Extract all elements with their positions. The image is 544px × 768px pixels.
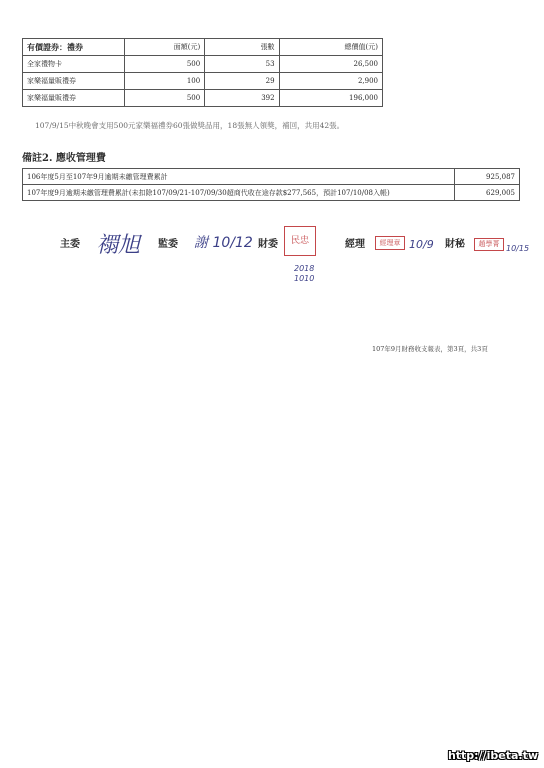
manager-date: 10/9 bbox=[409, 238, 434, 251]
manager-label: 經理 bbox=[345, 239, 365, 250]
manager-stamp: 經理章 bbox=[375, 236, 405, 250]
watermark: http://ibeta.tw bbox=[447, 749, 538, 762]
table-cell: 26,500 bbox=[279, 56, 382, 73]
supervisor-signature: 謝 10/12 bbox=[194, 235, 253, 251]
table-cell: 107年度9月逾期未繳管理費累計(未扣除107/09/21-107/09/30超商代收在途存款$277,565，預計107/10/08入帳) bbox=[23, 185, 455, 201]
table-row bbox=[23, 169, 520, 185]
table-row bbox=[23, 185, 520, 201]
table-cell: 500 bbox=[124, 90, 204, 107]
header-cell: 張數 bbox=[205, 39, 279, 56]
receivable-table bbox=[22, 168, 520, 201]
table-row bbox=[23, 73, 383, 90]
table-row bbox=[23, 90, 383, 107]
table-cell: 500 bbox=[124, 56, 204, 73]
secretary-date: 10/15 bbox=[506, 244, 530, 253]
table-cell: 家樂福量販禮券 bbox=[23, 73, 125, 90]
securities-table bbox=[22, 38, 383, 107]
remark-title: 備註2. 應收管理費 bbox=[22, 153, 106, 164]
header-cell: 有價證券：禮券 bbox=[23, 39, 125, 56]
treasurer-date: 2018 1010 bbox=[294, 264, 315, 283]
table-cell: 家樂福量販禮券 bbox=[23, 90, 125, 107]
usage-note: 107/9/15中秋晚會支用500元家樂福禮券60張做獎品用，18張無人領獎，補回，共用42張。 bbox=[35, 121, 345, 130]
table-row bbox=[23, 56, 383, 73]
treasurer-label: 財委 bbox=[258, 239, 278, 250]
table-cell: 106年度5月至107年9月逾期未繳管理費累計 bbox=[23, 169, 455, 185]
supervisor-label: 監委 bbox=[158, 239, 178, 250]
table-cell: 196,000 bbox=[279, 90, 382, 107]
table-cell: 全家禮物卡 bbox=[23, 56, 125, 73]
table-cell: 100 bbox=[124, 73, 204, 90]
secretary-label: 財秘 bbox=[445, 239, 465, 250]
chair-signature: 禤旭 bbox=[96, 233, 141, 258]
treasurer-stamp: 民忠 bbox=[284, 226, 316, 256]
header-cell: 面額(元) bbox=[124, 39, 204, 56]
table-cell: 925,087 bbox=[455, 169, 520, 185]
table-cell: 29 bbox=[205, 73, 279, 90]
table-cell: 392 bbox=[205, 90, 279, 107]
page-footer: 107年9月財務收支報表，第3頁，共3頁 bbox=[372, 345, 488, 353]
table-cell: 2,900 bbox=[279, 73, 382, 90]
table-cell: 629,005 bbox=[455, 185, 520, 201]
table-cell: 53 bbox=[205, 56, 279, 73]
table-header-row bbox=[23, 39, 383, 56]
chair-label: 主委 bbox=[60, 239, 80, 250]
header-cell: 總價值(元) bbox=[279, 39, 382, 56]
secretary-stamp: 趙學菁 bbox=[474, 238, 504, 251]
